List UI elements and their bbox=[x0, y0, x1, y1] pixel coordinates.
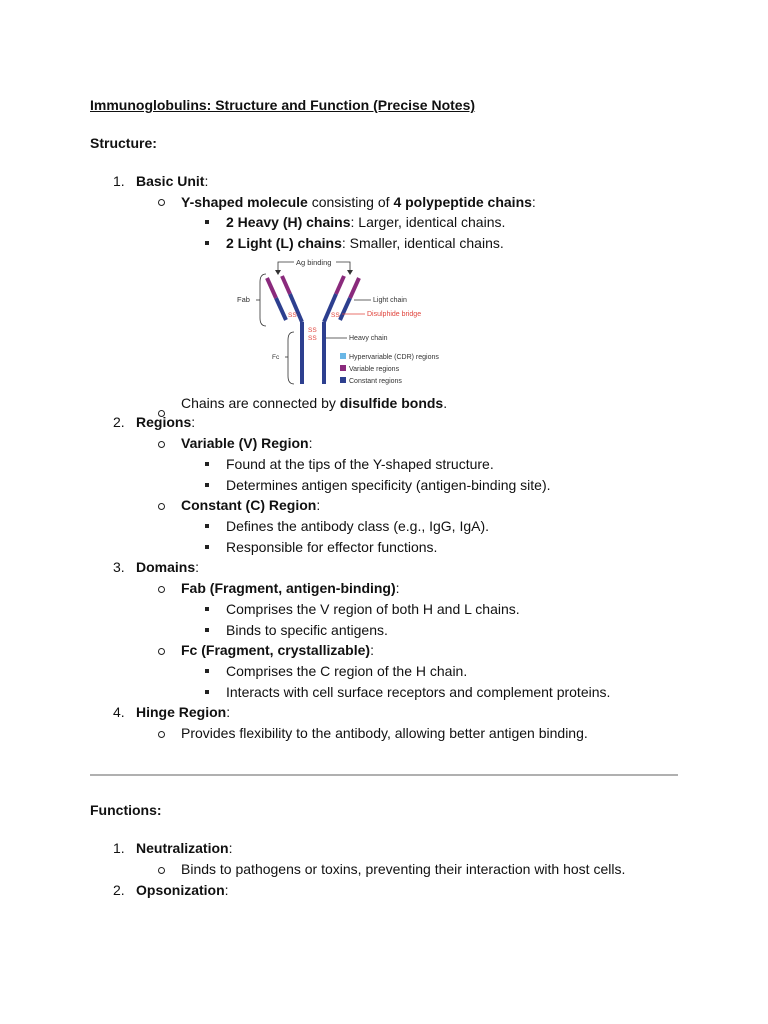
square-bullet-icon bbox=[205, 690, 209, 694]
heavy-chain-label: Heavy chain bbox=[349, 335, 388, 342]
circle-bullet-icon bbox=[158, 441, 165, 448]
ss-label: SS bbox=[308, 335, 317, 342]
ag-binding-label: Ag binding bbox=[296, 258, 332, 267]
circle-bullet-icon bbox=[158, 586, 165, 593]
list-item bbox=[181, 433, 312, 453]
heavy-chain-variable bbox=[282, 276, 290, 294]
list-item: Defines the antibody class (e.g., IgG, IgA). bbox=[226, 518, 490, 534]
list-item: Provides flexibility to the antibody, allowing better antigen binding. bbox=[181, 725, 588, 741]
legend-label: Hypervariable (CDR) regions bbox=[349, 354, 439, 361]
list-number: 2. bbox=[113, 414, 125, 430]
bold-text: Fc (Fragment, crystallizable) bbox=[181, 642, 371, 658]
list-item: Found at the tips of the Y-shaped structure. bbox=[226, 456, 494, 472]
square-bullet-icon bbox=[205, 241, 209, 245]
arrow-icon bbox=[275, 270, 281, 275]
legend-swatch-constant bbox=[340, 377, 346, 383]
list-item: Determines antigen specificity (antigen-binding site). bbox=[226, 477, 551, 493]
text: : bbox=[531, 194, 536, 210]
list-item bbox=[136, 838, 232, 858]
functions-heading: Functions: bbox=[90, 802, 162, 818]
text: : Larger, identical chains. bbox=[350, 214, 506, 230]
list-item: Responsible for effector functions. bbox=[226, 539, 438, 555]
item-label: Neutralization bbox=[136, 840, 229, 856]
list-item bbox=[181, 495, 320, 515]
list-item: Comprises the V region of both H and L chains. bbox=[226, 601, 520, 617]
circle-bullet-icon bbox=[158, 199, 165, 206]
light-chain-label: Light chain bbox=[373, 297, 407, 304]
text: Chains are connected by bbox=[181, 395, 340, 411]
item-label: Basic Unit bbox=[136, 173, 205, 189]
fc-bracket bbox=[288, 332, 294, 384]
list-number: 1. bbox=[113, 173, 125, 189]
bold-text: 4 polypeptide chains bbox=[393, 194, 532, 210]
structure-heading: Structure: bbox=[90, 135, 157, 151]
bold-text: Variable (V) Region bbox=[181, 435, 309, 451]
bold-text: 2 Light (L) chains bbox=[226, 235, 342, 251]
item-label: Hinge Region bbox=[136, 704, 227, 720]
light-chain-constant bbox=[340, 298, 350, 320]
horizontal-divider bbox=[90, 774, 678, 776]
antibody-diagram bbox=[230, 252, 460, 390]
ag-binding-bracket bbox=[278, 262, 294, 274]
square-bullet-icon bbox=[205, 524, 209, 528]
fab-label: Fab bbox=[237, 295, 250, 304]
legend-label: Variable regions bbox=[349, 366, 400, 373]
bold-text: Y-shaped molecule bbox=[181, 194, 308, 210]
list-item bbox=[136, 171, 208, 191]
fab-bracket bbox=[260, 274, 266, 326]
list-number: 2. bbox=[113, 882, 125, 898]
bold-text: disulfide bonds bbox=[339, 395, 444, 411]
list-item bbox=[136, 557, 199, 577]
colon: : bbox=[191, 414, 196, 430]
list-item bbox=[181, 640, 374, 660]
page-title: Immunoglobulins: Structure and Function (Precise Notes) bbox=[90, 97, 476, 113]
item-label: Regions bbox=[136, 414, 192, 430]
list-item bbox=[136, 412, 195, 432]
arrow-icon bbox=[347, 270, 353, 275]
circle-bullet-icon bbox=[158, 648, 165, 655]
colon: : bbox=[204, 173, 209, 189]
item-label: Domains bbox=[136, 559, 196, 575]
light-chain-constant bbox=[276, 298, 286, 320]
square-bullet-icon bbox=[205, 607, 209, 611]
heavy-chain-variable bbox=[336, 276, 344, 294]
square-bullet-icon bbox=[205, 545, 209, 549]
list-item bbox=[181, 393, 447, 413]
list-item bbox=[181, 578, 400, 598]
ag-binding-bracket bbox=[336, 262, 350, 274]
colon: : bbox=[226, 704, 231, 720]
square-bullet-icon bbox=[205, 220, 209, 224]
legend-swatch-hypervariable bbox=[340, 353, 346, 359]
list-item: Binds to specific antigens. bbox=[226, 622, 388, 638]
colon: : bbox=[224, 882, 229, 898]
colon: : bbox=[370, 642, 374, 658]
colon: : bbox=[308, 435, 313, 451]
fc-label: Fc bbox=[272, 354, 280, 361]
list-number: 1. bbox=[113, 840, 125, 856]
list-item bbox=[226, 212, 505, 232]
text: . bbox=[443, 395, 448, 411]
ss-label: SS bbox=[288, 312, 297, 319]
item-label: Opsonization bbox=[136, 882, 225, 898]
disulphide-label: Disulphide bridge bbox=[367, 311, 422, 318]
bold-text: 2 Heavy (H) chains bbox=[226, 214, 351, 230]
legend-swatch-variable bbox=[340, 365, 346, 371]
text: : Smaller, identical chains. bbox=[341, 235, 504, 251]
list-item: Comprises the C region of the H chain. bbox=[226, 663, 468, 679]
bold-text: Fab (Fragment, antigen-binding) bbox=[181, 580, 396, 596]
list-number: 3. bbox=[113, 559, 125, 575]
square-bullet-icon bbox=[205, 669, 209, 673]
circle-bullet-icon bbox=[158, 731, 165, 738]
colon: : bbox=[395, 580, 400, 596]
colon: : bbox=[195, 559, 200, 575]
list-item bbox=[136, 880, 229, 900]
list-item: Interacts with cell surface receptors and complement proteins. bbox=[226, 684, 611, 700]
square-bullet-icon bbox=[205, 462, 209, 466]
colon: : bbox=[316, 497, 321, 513]
list-item bbox=[226, 233, 504, 253]
light-chain-variable bbox=[350, 278, 359, 298]
ss-label: SS bbox=[331, 312, 340, 319]
circle-bullet-icon bbox=[158, 867, 165, 874]
light-chain-variable bbox=[267, 278, 276, 298]
ss-label: SS bbox=[308, 327, 317, 334]
legend-label: Constant regions bbox=[349, 378, 402, 385]
bold-text: Constant (C) Region bbox=[181, 497, 317, 513]
list-item bbox=[181, 192, 536, 212]
list-number: 4. bbox=[113, 704, 125, 720]
circle-bullet-icon bbox=[158, 503, 165, 510]
list-item bbox=[136, 702, 230, 722]
colon: : bbox=[228, 840, 233, 856]
list-item: Binds to pathogens or toxins, preventing their interaction with host cells. bbox=[181, 861, 626, 877]
text: consisting of bbox=[307, 194, 394, 210]
square-bullet-icon bbox=[205, 628, 209, 632]
square-bullet-icon bbox=[205, 483, 209, 487]
